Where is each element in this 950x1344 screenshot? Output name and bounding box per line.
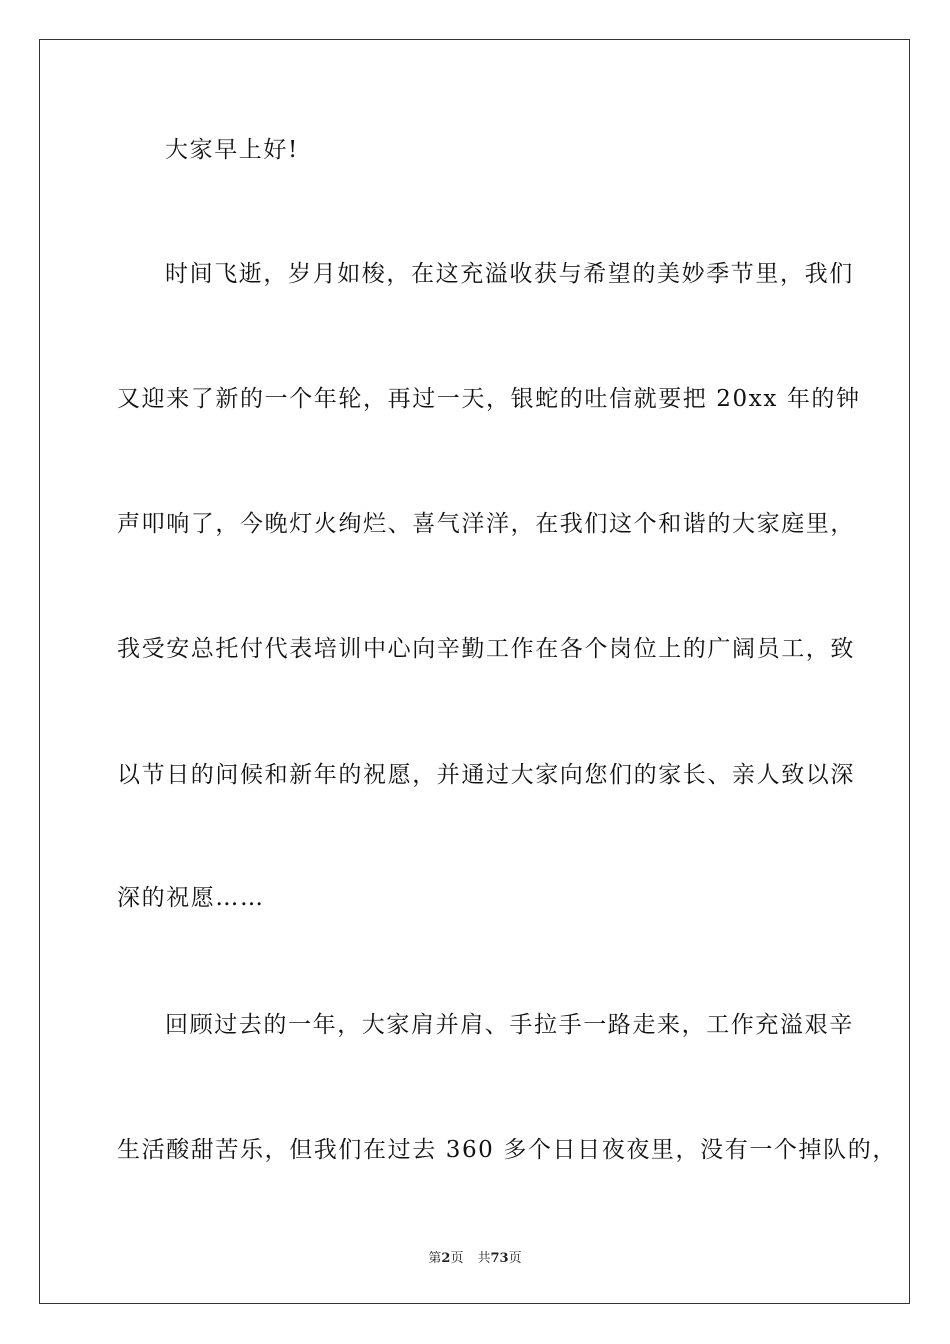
page-border <box>39 39 910 1304</box>
page-suffix: 页 <box>450 1251 464 1266</box>
paragraph-1-line-1: 时间飞逝，岁月如梭，在这充溢收获与希望的美妙季节里，我们 <box>165 261 854 287</box>
total-suffix: 页 <box>508 1251 522 1266</box>
page-prefix: 第 <box>428 1251 442 1266</box>
paragraph-1-line-5: 以节日的问候和新年的祝愿，并通过大家向您们的家长、亲人致以深 <box>117 762 855 788</box>
paragraph-2-line-2: 生活酸甜苦乐，但我们在过去 360 多个日日夜夜里，没有一个掉队的， <box>117 1137 897 1163</box>
paragraph-1-line-4: 我受安总托付代表培训中心向辛勤工作在各个岗位上的广阔员工，致 <box>117 636 855 662</box>
paragraph-1-line-2: 又迎来了新的一个年轮，再过一天，银蛇的吐信就要把 20xx 年的钟 <box>117 386 861 412</box>
greeting-line: 大家早上好! <box>165 137 299 163</box>
page-footer <box>0 1247 950 1266</box>
paragraph-1-line-6: 深的祝愿…… <box>117 885 265 911</box>
paragraph-2-line-1: 回顾过去的一年，大家肩并肩、手拉手一路走来，工作充溢艰辛 <box>165 1012 854 1038</box>
total-prefix: 共 <box>477 1251 491 1266</box>
page-number: 2 <box>441 1251 451 1266</box>
paragraph-1-line-3: 声叩响了，今晚灯火绚烂、喜气洋洋，在我们这个和谐的大家庭里， <box>117 511 855 537</box>
total-pages: 73 <box>490 1251 509 1266</box>
